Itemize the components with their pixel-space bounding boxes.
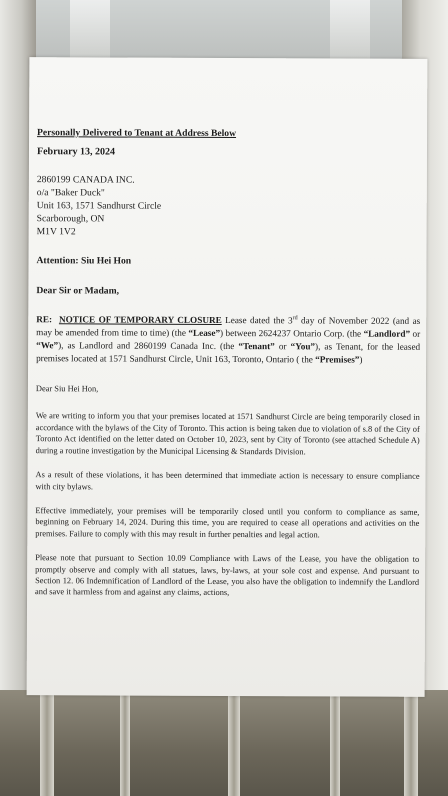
body-salutation: Dear Siu Hei Hon,: [35, 384, 99, 394]
recipient-address: [37, 173, 421, 240]
railing-post: [228, 690, 240, 796]
address-line: M1V 1V2: [36, 226, 76, 238]
re-label: RE:: [36, 314, 53, 325]
salutation: Dear Sir or Madam,: [36, 285, 120, 297]
tape-strip: [330, 0, 370, 60]
body-paragraph: Please note that pursuant to Section 10.09 Compliance with Laws of the Lease, you have the obligation to promptly observe and comply with all statues, laws, by-laws, at your sole cost and expense. And pursuant to Section 12. 06 Indemnification of Landlord of the Lease, you also have the obligation to indemnify the Landlord and save it harmless from and against any claims, actions,: [35, 553, 420, 598]
railing-post: [40, 690, 54, 796]
address-line: Scarborough, ON: [36, 213, 105, 225]
railing-post: [120, 690, 130, 796]
address-line: o/a "Baker Duck": [36, 187, 105, 199]
railing-post: [404, 690, 418, 796]
notice-paper: [27, 57, 428, 697]
body-paragraph: As a result of these violations, it has been determined that immediate action is necessary to ensure compliance with city bylaws.: [35, 470, 420, 491]
body-paragraph: Effective immediately, your premises will be temporarily closed until you conform to compliance as same, beginning on February 14, 2024. During this time, you are required to cease all operations and activities on the premises. Failure to comply with this may result in further penalties and legal action.: [35, 506, 420, 540]
background-floor: [0, 690, 448, 796]
railing-post: [330, 690, 340, 796]
notice-content: [35, 127, 421, 609]
tape-strip: [70, 0, 110, 60]
address-line: 2860199 CANADA INC.: [36, 174, 135, 186]
delivery-heading: Personally Delivered to Tenant at Address Below: [37, 127, 237, 140]
attention-line: Attention: Siu Hei Hon: [36, 255, 132, 267]
address-line: Unit 163, 1571 Sandhurst Circle: [36, 200, 162, 212]
notice-date: February 13, 2024: [36, 146, 116, 158]
re-subject: RE: NOTICE OF TEMPORARY CLOSURE Lease dated the 3rd day of November 2022 (and as may be amended from time to time) (the “Lease”) between 2624237 Ontario Corp. (the “Landlord” or “We”), as Landlord and 2860199 Canada Inc. (the “Tenant” or “You”), as Tenant, for the leased premises located at 1571 Sandhurst Circle, Unit 163, Toronto, Ontario ( the “Premises”): [36, 314, 421, 365]
body-paragraph: We are writing to inform you that your premises located at 1571 Sandhurst Circle are being temporarily closed in accordance with the bylaws of the City of Toronto. This action is being taken due to violation of s.8 of the City of Toronto Act identified on the letter dated on October 10, 2023, sent by City of Toronto (see attached Schedule A) during a routine investigation by the Municipal Licensing & Standards Division.: [35, 411, 420, 457]
re-title: NOTICE OF TEMPORARY CLOSURE: [58, 314, 222, 326]
